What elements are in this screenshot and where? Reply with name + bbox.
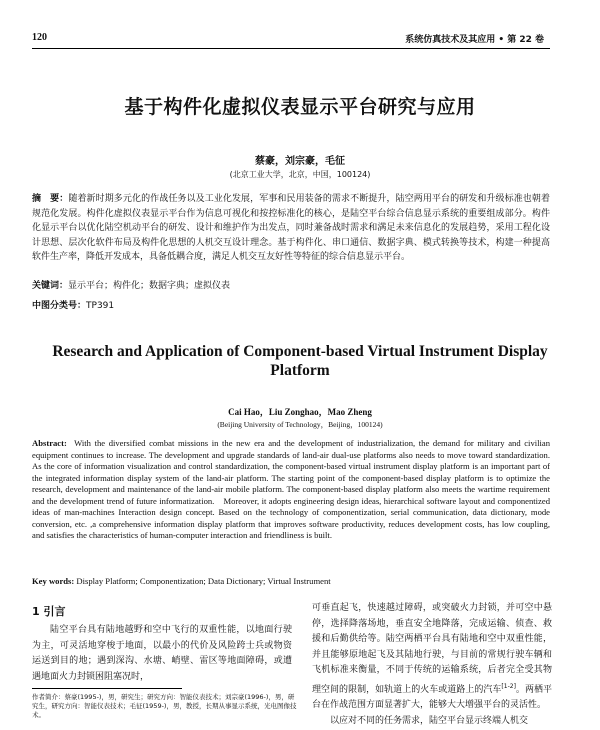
body-text-tail: 。两栖平台在作战范围方面显著扩大，能够大大增强平台的灵活性。 <box>312 684 552 710</box>
chinese-keywords-label: 关键词： <box>32 281 69 291</box>
english-title: Research and Application of Component-based Virtual Instrument Display Platform <box>52 343 548 379</box>
chinese-keywords <box>32 278 550 291</box>
english-authors: Cai Hao，Liu Zonghao，Mao Zheng <box>228 407 372 417</box>
citation-ref: [1-2] <box>501 682 516 690</box>
clc-number <box>32 298 550 311</box>
clc-value: TP391 <box>86 301 115 311</box>
body-paragraph: 以应对不同的任务需求，陆空平台显示终端人机交 <box>330 715 529 726</box>
chinese-affiliation: (北京工业大学，北京，中国，100124) <box>229 170 371 179</box>
english-abstract-text: With the diversified combat missions in the new era and the development of industrialization, the demand for military and civilian equipment continues to increase. The development and upgrade standards of land-air dual-use platforms also needs to move toward standardization. As the core of information visualization and control standardization, the component-based virtual instrument display platform is an important part of the integrated information display system of the land-air platform. The starting point of the component-based display platform is to optimize the research, development and maintenance of the land-air mobile platform. The component-based display platform also meets the wartime requirement and the development trend of future informatization. Moreover, it adopts engineering design ideas, hierarchical software layout and componentized ideas of man-machines Interaction design concept. Based on the technology of componentization, serial communication, data dictionary, mode conversion, etc. ,a comprehensive information display platform that improves software productivity, reduces development costs, has low coupling, and satisfies the characteristics of human-computer interaction and friendliness is built. <box>32 438 551 540</box>
chinese-abstract-text: 随着新时期多元化的作战任务以及工业化发展，军事和民用装备的需求不断提升，陆空两用平台的研发和升级标准也朝着规范化发展。构件化虚拟仪表显示平台作为信息可视化和按控标准化的核心，是陆空平台综合信息显示系统的重要组成部分。构件化显示平台以优化陆空机动平台的研发、设计和维护作为出发点，同时兼备战时需求和满足未来信息化的发展趋势，采用工程化设计思想、层次化软件布局及构件化思想的人机交互设计理念。基于构件化、串口通信、数据字典、模式转换等技术，构建一种提高软件生产率，降低开发成本，具备低耦合度，满足人机交互友好性等特征的综合信息显示平台。 <box>32 194 550 263</box>
journal-header: 系统仿真技术及其应用 • 第 22 卷 <box>405 35 544 45</box>
chinese-abstract-label: 摘 要： <box>32 194 69 204</box>
footnote-rule <box>32 688 182 689</box>
section-heading-introduction: 1 引言 <box>32 605 66 618</box>
chinese-abstract <box>32 192 550 265</box>
body-paragraph-continued <box>312 601 552 714</box>
clc-label: 中图分类号： <box>32 301 87 311</box>
page-number: 120 <box>32 32 47 43</box>
english-keywords-label: Key words: <box>32 576 75 586</box>
chinese-title: 基于构件化虚拟仪表显示平台研究与应用 <box>124 96 476 118</box>
body-text: 可垂直起飞，快速越过障碍，或突破火力封锁，并可空中悬停，选择降落场地，垂直安全地降落，完成运输、侦查、救援和后勤供给等。陆空两栖平台具有陆地和空中双重性能，并且能够原地起飞及其陆地行驶，与目前的常规行驶车辆和飞机标准来衡量，不同于传统的运输系统，后者完全受其物理空间的限制，如轨道上的火车或道路上的汽车 <box>312 603 552 695</box>
chinese-authors: 蔡豪，刘宗豪，毛征 <box>255 156 345 167</box>
author-footnote: 作者简介：蔡豪(1995-)，男，研究生；研究方向：智能仪表技术；刘宗豪(1996-)，男，研究生，研究方向：智能仪表技术；毛征(1959-)，男，教授，长期从事显示系统，光电图像技术。 <box>32 693 297 719</box>
english-affiliation: (Beijing University of Technology，Beijing，100124) <box>217 420 383 429</box>
english-keywords <box>32 576 550 586</box>
body-right-column <box>312 601 552 729</box>
english-abstract-label: Abstract: <box>32 438 67 448</box>
body-left-column <box>32 623 292 685</box>
english-abstract <box>32 438 550 542</box>
english-keywords-text: Display Platform; Componentization; Data Dictionary; Virtual Instrument <box>76 576 331 586</box>
chinese-keywords-text: 显示平台；构件化；数据字典；虚拟仪表 <box>68 281 231 291</box>
body-paragraph: 陆空平台具有陆地越野和空中飞行的双重性能，以地面行驶为主，可灵活地穿梭于地面，以最小的代价及风险跨士兵或物资运送到目的地；遇到深沟、水塘、峭壁、雷区等地面障碍，或遭遇地面火力封锁困阻塞况时， <box>32 625 292 682</box>
header-rule <box>32 48 550 49</box>
